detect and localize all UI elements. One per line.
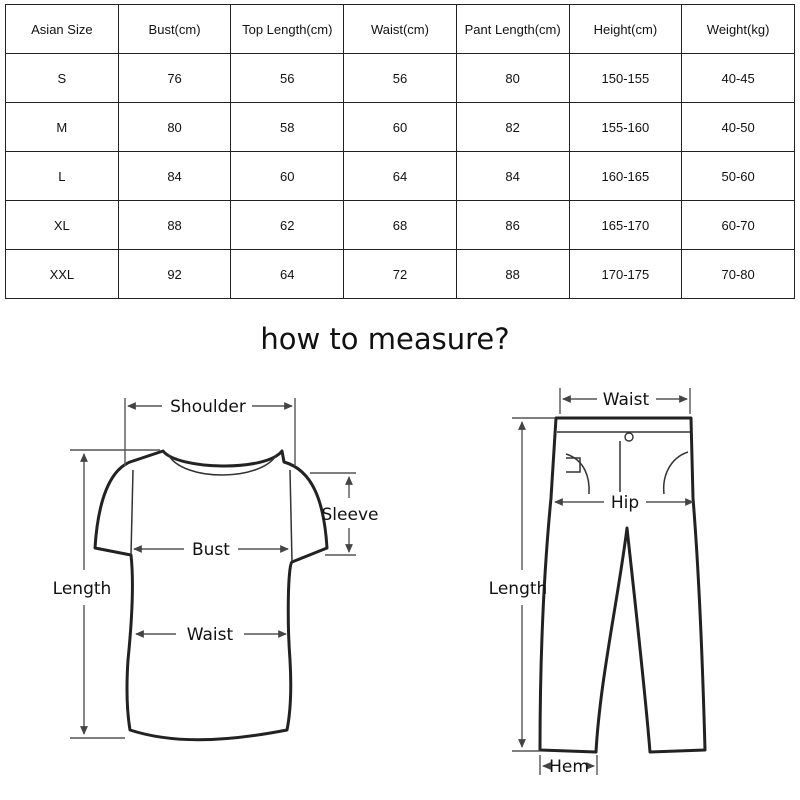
table-cell: 58 <box>231 103 344 152</box>
table-cell: 80 <box>456 54 569 103</box>
table-cell: 150-155 <box>569 54 682 103</box>
table-cell: 40-45 <box>682 54 795 103</box>
table-cell: 72 <box>344 250 457 299</box>
table-cell: 64 <box>344 152 457 201</box>
table-cell: 82 <box>456 103 569 152</box>
bust-label: Bust <box>192 540 230 560</box>
table-cell: 60 <box>344 103 457 152</box>
table-cell: 56 <box>231 54 344 103</box>
table-cell: 62 <box>231 201 344 250</box>
table-cell: 84 <box>118 152 231 201</box>
table-cell: 70-80 <box>682 250 795 299</box>
table-cell: 50-60 <box>682 152 795 201</box>
table-cell: XL <box>6 201 119 250</box>
header-bust: Bust(cm) <box>118 5 231 54</box>
table-cell: 170-175 <box>569 250 682 299</box>
hip-label: Hip <box>610 493 640 513</box>
length-label: Length <box>52 579 112 599</box>
header-weight: Weight(kg) <box>682 5 795 54</box>
table-cell: 92 <box>118 250 231 299</box>
shoulder-label: Shoulder <box>170 397 246 417</box>
tshirt-diagram <box>53 397 379 740</box>
table-cell: 80 <box>118 103 231 152</box>
table-cell: XXL <box>6 250 119 299</box>
table-cell: 88 <box>118 201 231 250</box>
hem-label: Hem <box>549 757 589 777</box>
table-cell: 165-170 <box>569 201 682 250</box>
table-cell: 84 <box>456 152 569 201</box>
measure-heading: how to measure? <box>260 322 510 356</box>
table-cell: 160-165 <box>569 152 682 201</box>
table-cell: 76 <box>118 54 231 103</box>
sleeve-label: Sleeve <box>321 505 379 525</box>
header-asian-size: Asian Size <box>6 5 119 54</box>
table-cell: 68 <box>344 201 457 250</box>
header-waist: Waist(cm) <box>344 5 457 54</box>
pants-waist-label: Waist <box>602 390 650 410</box>
table-cell: M <box>6 103 119 152</box>
table-cell: 60 <box>231 152 344 201</box>
header-top-length: Top Length(cm) <box>231 5 344 54</box>
table-cell: S <box>6 54 119 103</box>
pants-length-label: Length <box>488 579 548 599</box>
table-cell: 56 <box>344 54 457 103</box>
table-cell: 60-70 <box>682 201 795 250</box>
tshirt-outline <box>95 451 327 740</box>
header-pant-length: Pant Length(cm) <box>456 5 569 54</box>
table-cell: 64 <box>231 250 344 299</box>
header-height: Height(cm) <box>569 5 682 54</box>
waist-label: Waist <box>186 625 234 645</box>
pants-outline <box>540 418 705 752</box>
table-cell: 86 <box>456 201 569 250</box>
table-cell: 40-50 <box>682 103 795 152</box>
pants-diagram <box>489 388 705 777</box>
table-cell: 155-160 <box>569 103 682 152</box>
table-cell: 88 <box>456 250 569 299</box>
table-cell: L <box>6 152 119 201</box>
